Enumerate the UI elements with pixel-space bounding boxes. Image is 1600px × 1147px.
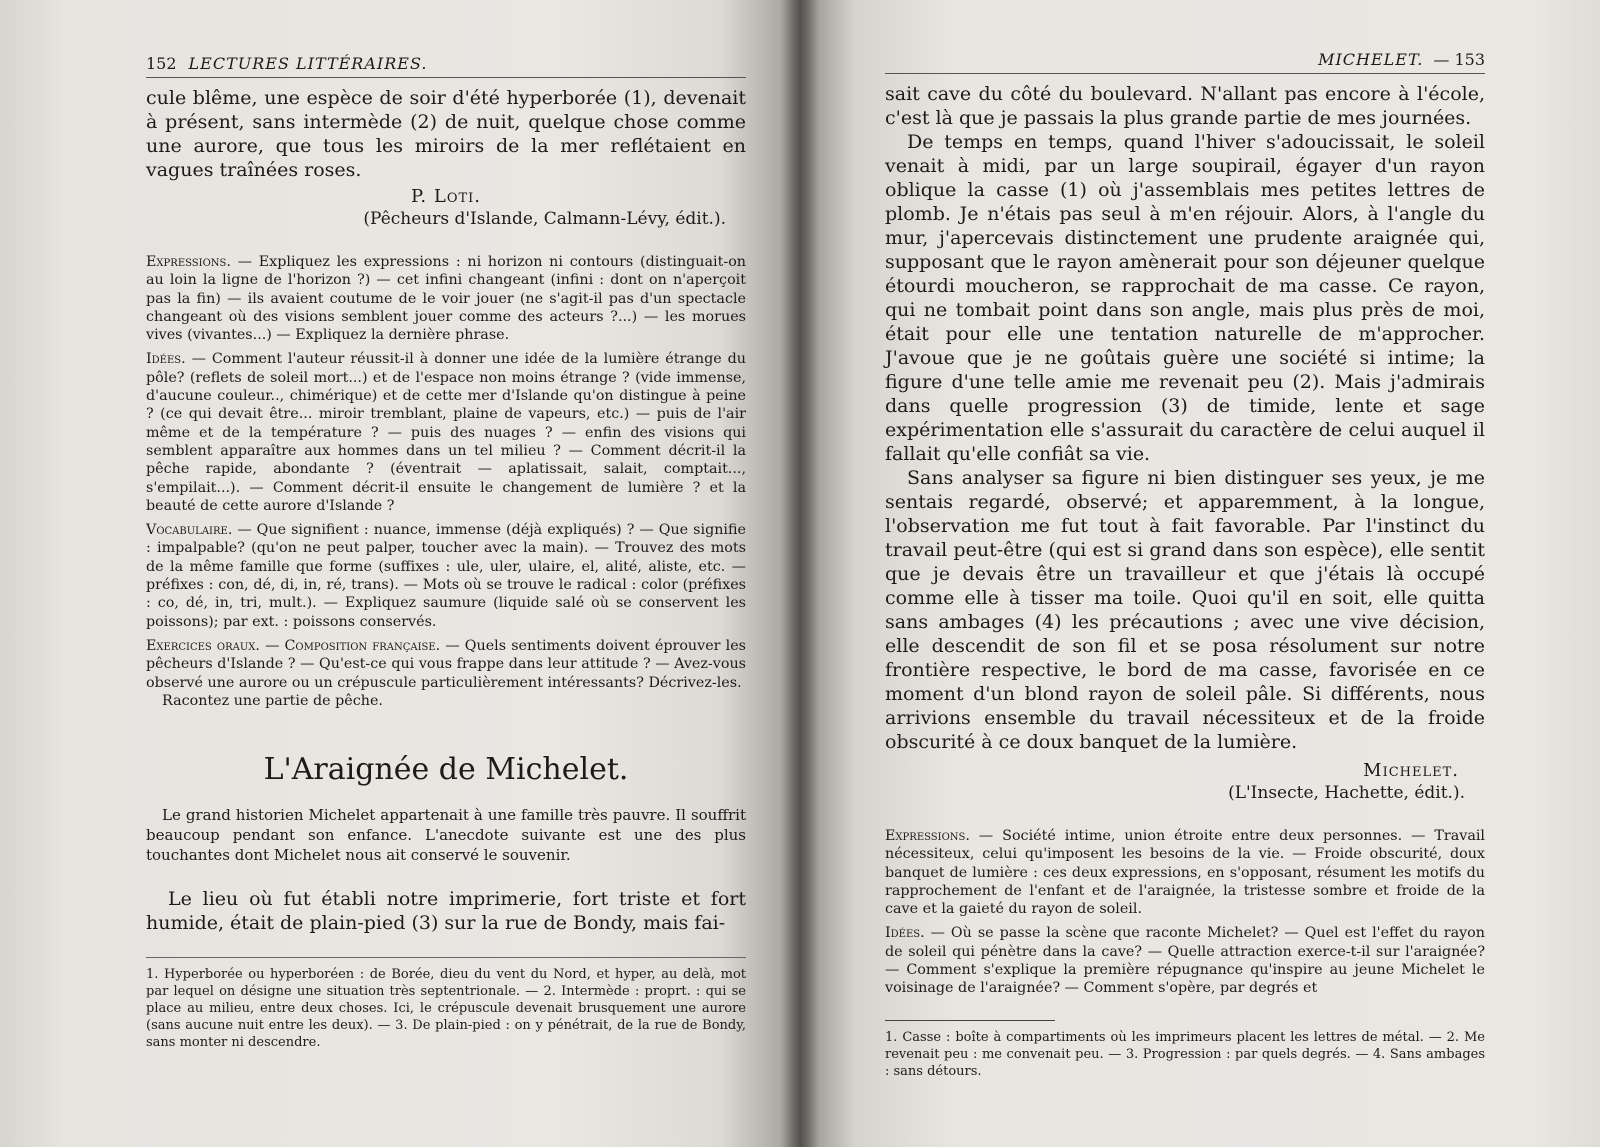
left-page-content bbox=[146, 54, 746, 1051]
exercise-expressions: Expressions. — Société intime, union étroite entre deux personnes. — Travail nécessiteux, celui qu'imposent les besoins de la vie. — Froide obscurité, doux banquet de lumière : ces deux expressions, en s'opposant, résument les motifs du rapprochement de l'enfant et de l'araignée, la tristesse sombre et froide de la cave et la gaieté du rayon de soleil. bbox=[885, 828, 1486, 918]
author-signature: Michelet. bbox=[1363, 760, 1459, 781]
continuation-text: cule blême, une espèce de soir d'été hyperborée (1), devenait à présent, sans intermède (2) de nuit, quelque chose comme une aurore, que tous les miroirs de la mer reflétaient en vagues traînées roses. bbox=[146, 87, 746, 181]
footnote-rule bbox=[885, 1020, 1055, 1021]
footnotes: 1. Casse : boîte à compartiments où les imprimeurs placent les lettres de métal. — 2. Me revenait peu : me convenait peu. — 3. Progression : par quels degrés. — 4. Sans ambages : sans détours. bbox=[885, 1029, 1485, 1079]
exercise-vocabulaire: Vocabulaire. — Que signifient : nuance, immense (déjà expliqués) ? — Que signifie : impalpable? (qu'on ne peut palper, toucher avec la main). — Trouvez des mots de la même famille que forme (suffixes : ule, uler, ulaire, el, alité, aliste, etc. — préfixes : con, dé, di, in, ré, trans). — Mots où se trouve le radical : color (préfixes : co, dé, in, tri, mult.). — Expliquez saumure (liquide salé où se conservent les poissons); par ext. : poissons conservés. bbox=[146, 522, 746, 630]
body-paragraph: sait cave du côté du boulevard. N'allant pas encore à l'école, c'est là que je passais la plus grande partie de mes journées. bbox=[885, 83, 1485, 129]
page-number: 152 bbox=[146, 54, 177, 73]
exercises-block bbox=[146, 253, 746, 710]
author-signature: P. Loti. bbox=[410, 186, 482, 207]
chapter-intro: Le grand historien Michelet appartenait à une famille très pauvre. Il souffrit beaucoup pendant son enfance. L'anecdote suivante est une des plus touchantes dont Michelet nous ait conservé le souvenir. bbox=[146, 806, 746, 865]
chapter-title: L'Araignée de Michelet. bbox=[263, 752, 629, 788]
right-page bbox=[800, 0, 1600, 1147]
source-citation: (L'Insecte, Hachette, édit.). bbox=[1228, 783, 1465, 803]
exercise-expressions: Expressions. — Expliquez les expressions : ni horizon ni contours (distinguait-on au loin la ligne de l'horizon ?) — cet infini changeant (infini : dont on n'aperçoit pas la fin) — ils avaient coutume de le voir jouer (ne s'agit-il pas d'un spectacle changeant où des visions semblent jouer comme des acteurs ?...) — les morues vives (vivantes...) — Expliquez la dernière phrase. bbox=[146, 254, 747, 344]
running-title: MICHELET. bbox=[1318, 50, 1424, 69]
text-start: Le lieu où fut établi notre imprimerie, fort triste et fort humide, était de plain-pied (3) sur la rue de Bondy, mais fai- bbox=[146, 888, 746, 935]
exercise-peche: Racontez une partie de pêche. bbox=[162, 692, 383, 709]
exercises-block bbox=[885, 827, 1485, 998]
footnotes: 1. Hyperborée ou hyperboréen : de Borée, dieu du vent du Nord, et hyper, au delà, mot par lequel on désigne une situation très septentrionale. — 2. Intermède : proprt. : qui se place au milieu, entre deux choses. Ici, le crépuscule devenait brusquement une aurore (sans aucune nuit entre les deux). — 3. De plain-pied : on y pénétrait, de la rue de Bondy, sans monter ni descendre. bbox=[146, 967, 746, 1051]
source-citation: (Pêcheurs d'Islande, Calmann-Lévy, édit.). bbox=[363, 209, 726, 229]
footnote-rule bbox=[146, 957, 746, 958]
body-paragraph: De temps en temps, quand l'hiver s'adoucissait, le soleil venait à midi, par un large soupirail, égayer d'un rayon oblique la casse (1) où j'assemblais mes petites lettres de plomb. Je n'étais pas seul à m'en réjouir. Alors, à l'angle du mur, j'apercevais distinctement une prudente araignée qui, supposant que le rayon amènerait pour son déjeuner quelque étourdi moucheron, se rapprochait de ma casse. Ce rayon, qui ne tombait point dans son angle, mais plus près de moi, était pour elle une tentation naturelle de m'approcher. J'avoue que je ne goûtais guère une société si intime; la figure d'une telle amie me revenait peu (2). Mais j'admirais dans quelle progression (3) de timide, lente et sage expérimentation elle s'assurait du caractère de celui auquel il fallait qu'elle confiât sa vie. bbox=[885, 131, 1485, 465]
running-title: LECTURES LITTÉRAIRES. bbox=[188, 54, 428, 73]
page-header-right bbox=[885, 50, 1485, 74]
exercise-idees: Idées. — Où se passe la scène que raconte Michelet? — Quel est l'effet du rayon de soleil qui pénètre dans la cave? — Quelle attraction exerce-t-il sur l'araignée? — Comment s'explique la première répugnance qu'inspire au jeune Michelet le voisinage de l'araignée? — Comment s'opère, par degrés et bbox=[885, 925, 1485, 997]
exercise-idees: Idées. — Comment l'auteur réussit-il à donner une idée de la lumière étrange du pôle? (reflets de soleil mort...) et de l'espace non moins étrange ? (vide immense, d'aucune couleur.., chimérique) et de cette mer d'Islande qu'on distingue à peine ? (ce qui devait être... miroir tremblant, plaine de vapeurs, etc.) — puis de l'air même et de la température ? — puis des nuages ? — enfin des visions qui semblent apparaître aux hommes dans un tel milieu ? — Comment décrit-il la pêche rapide, abondante ? (éventrait — aplatissait, salait, comptait..., s'empilait...). — Comment décrit-il ensuite le changement de lumière ? et la beauté de cette aurore d'Islande ? bbox=[146, 351, 746, 514]
book-gutter bbox=[780, 0, 820, 1147]
page-header-left bbox=[146, 54, 746, 78]
page-number: — 153 bbox=[1433, 50, 1485, 69]
right-page-content bbox=[885, 50, 1485, 1080]
exercise-oraux: Exercices oraux. — Composition française. — Quels sentiments doivent éprouver les pêcheurs d'Islande ? — Qu'est-ce qui vous frappe dans leur attitude ? — Avez-vous observé une aurore ou un crépuscule particulièrement intéressants? Décrivez-les. bbox=[146, 637, 747, 691]
body-paragraph: Sans analyser sa figure ni bien distinguer ses yeux, je me sentais regardé, observé; et apparemment, à la longue, l'observation me fut tout à fait favorable. Par l'instinct du travail peut-être (qui est si grand dans son espèce), elle sentit que je devais être un travailleur et que j'étais là occupé comme elle à tisser ma toile. Quoi qu'il en soit, elle quitta sans ambages (4) les précautions ; avec une vive décision, elle descendit de son fil et se posa résolument sur notre frontière respective, le bord de ma casse, favorisée en ce moment d'un blond rayon de soleil pâle. Si différents, nous arrivions ensemble du travail nécessiteux et de la froide obscurité à ce doux banquet de la lumière. bbox=[885, 467, 1485, 753]
